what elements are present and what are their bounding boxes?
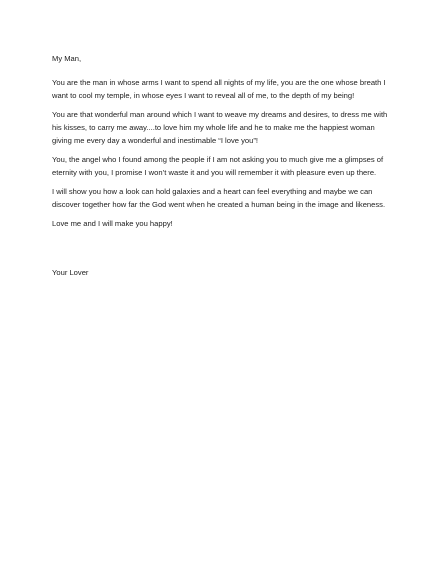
signature: Your Lover [52, 268, 89, 277]
spacer [52, 236, 392, 266]
paragraph-2: You are that wonderful man around which I want to weave my dreams and desires, to dress me with his kisses, to carry me away....to love him my whole life and he to make me the happiest woman giving me every day a wonderful and inestimable “I love you”! [52, 110, 388, 145]
paragraph-3: You, the angel who I found among the people if I am not asking you to much give me a glimpses of eternity with you, I promise I won’t waste it and you will remember it with pleasure even up there. [52, 155, 384, 177]
letter-body [52, 52, 392, 279]
paragraph-1: You are the man in whose arms I want to spend all nights of my life, you are the one whose breath I want to cool my temple, in whose eyes I want to reveal all of me, to the depth of my being! [52, 78, 386, 100]
paragraph-5: Love me and I will make you happy! [52, 219, 173, 228]
paragraph-4: I will show you how a look can hold galaxies and a heart can feel everything and maybe we can discover together how far the God went when he created a human being in the image and likeness. [52, 187, 386, 209]
salutation: My Man, [52, 54, 82, 63]
